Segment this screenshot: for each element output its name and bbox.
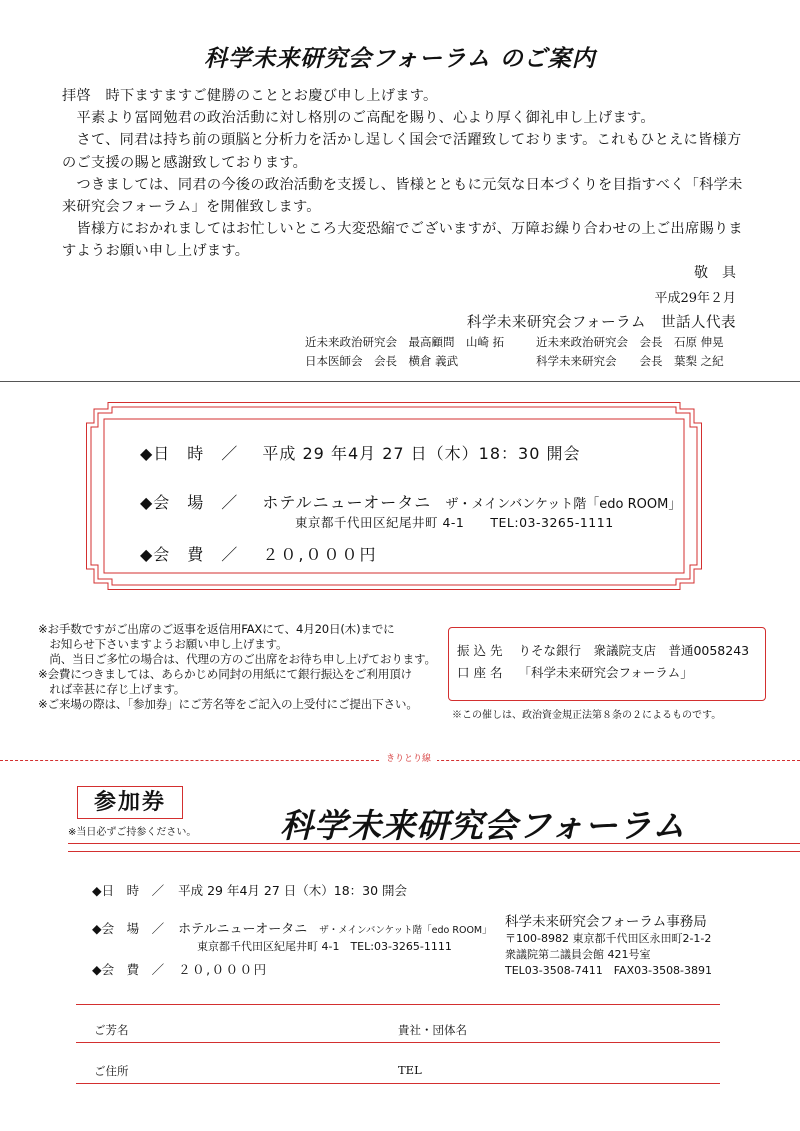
event-venue-row: [140, 490, 681, 513]
letter-paragraph: 拝啓 時下ますますご健勝のこととお慶び申し上げます。: [62, 88, 438, 104]
note-line: れば幸甚に存じ上げます。: [38, 682, 186, 696]
ticket-fee-label: ◆会 費 ／: [92, 962, 165, 977]
ticket-form-rule: [76, 1042, 720, 1043]
office-name: 科学未来研究会フォーラム事務局: [505, 914, 707, 930]
note-line: ※ご来場の際は、「参加券」にご芳名等をご記入の上受付にご提出下さい。: [38, 697, 418, 711]
letter-paragraph: 平素より冨岡勉君の政治活動に対し格別のご高配を賜り、心より厚く御礼申し上げます。: [62, 110, 655, 127]
bank-name-value: 「科学未来研究会フォーラム」: [518, 665, 693, 680]
letter-title: 科学未来研究会フォーラム のご案内: [204, 46, 596, 72]
field-address-label: ご住所: [94, 1064, 129, 1078]
note-line: お知らせ下さいますようお願い申し上げます。: [38, 637, 288, 651]
ticket-date-value: 平成 29 年4月 27 日（木）18：30 開会: [178, 883, 408, 898]
bank-name-row: [457, 662, 693, 684]
field-tel-label: TEL: [398, 1063, 422, 1077]
office-address1: 〒100-8982 東京都千代田区永田町2-1-2: [505, 932, 712, 945]
bank-dest-label: 振 込 先: [457, 643, 503, 658]
letter-paragraph: 皆様方におかれましてはお忙しいところ大変恐縮でございますが、万障お繰り合わせの上ご出席賜りますようお願い申し上げます。: [62, 221, 743, 260]
ticket-title: 科学未来研究会フォーラム: [280, 806, 687, 845]
cut-line-label: きりとり線: [380, 751, 437, 764]
event-venue-label: ◆会 場 ／: [140, 493, 239, 512]
signer: 日本医師会 会長 横倉 義武: [305, 354, 459, 368]
legal-note: ※この催しは、政治資金規正法第８条の２によるものです。: [452, 710, 722, 721]
letter-date: 平成29年２月: [654, 291, 736, 306]
ticket-venue-address: 東京都千代田区紀尾井町 4-1 TEL:03-3265-1111: [197, 940, 452, 953]
ticket-date-row: [92, 881, 407, 899]
letter-paragraph: つきましては、同君の今後の政治活動を支援し、皆様とともに元気な日本づくりを目指すべく「科学未来研究会フォーラム」を開催致します。: [62, 176, 743, 216]
note-line: ※会費につきましては、あらかじめ同封の用紙にて銀行振込をご利用頂け: [38, 667, 412, 681]
ticket-form-rule: [76, 1083, 720, 1084]
notes: [38, 622, 438, 712]
event-venue-room: ザ・メインバンケット階「edo ROOM」: [445, 497, 682, 512]
ticket-rule: [68, 843, 800, 844]
ticket-venue-value: ホテルニューオータニ: [178, 922, 308, 937]
bank-name-label: 口 座 名: [457, 665, 503, 680]
event-venue-address: 東京都千代田区紀尾井町 4-1 TEL:03-3265-1111: [295, 515, 614, 530]
event-fee-row: [140, 542, 378, 565]
field-company-label: 貴社・団体名: [398, 1023, 467, 1037]
organizer: 科学未来研究会フォーラム 世話人代表: [466, 315, 736, 331]
ticket-venue-row: [92, 918, 492, 937]
note-line: 尚、当日ご多忙の場合は、代理の方のご出席をお待ち申し上げております。: [38, 652, 436, 666]
ticket-rule: [68, 851, 800, 852]
section-divider: [0, 381, 800, 382]
ticket-badge-note: ※当日必ずご持参ください。: [68, 827, 197, 838]
ticket-badge: 参加券: [77, 786, 183, 819]
letter-body: [62, 85, 752, 263]
ticket-fee-value: ２０,０００円: [178, 962, 268, 977]
event-fee-label: ◆会 費 ／: [140, 545, 239, 564]
letter-paragraph: さて、同君は持ち前の頭脳と分析力を活かし逞しく国会で活躍致しております。これもひとえに皆様方のご支援の賜と感謝致しております。: [62, 132, 742, 171]
letter-closing: 敬 具: [694, 265, 736, 281]
ticket-venue-room: ザ・メインバンケット階「edo ROOM」: [319, 925, 492, 936]
event-venue-value: ホテルニューオータニ: [262, 493, 432, 512]
office-address2: 衆議院第二議員会館 421号室: [505, 948, 651, 961]
bank-dest-row: [457, 640, 749, 662]
office-phone: TEL03-3508-7411 FAX03-3508-3891: [505, 964, 713, 977]
field-name-label: ご芳名: [94, 1023, 129, 1037]
signer: 近未来政治研究会 最高顧問 山崎 拓: [305, 335, 505, 349]
ticket-date-label: ◆日 時 ／: [92, 883, 165, 898]
event-date-row: [140, 441, 580, 464]
bank-dest-value: りそな銀行 衆議院支店 普通0058243: [518, 643, 750, 658]
ticket-form-rule: [76, 1004, 720, 1005]
ticket-fee-row: [92, 960, 268, 978]
event-date-label: ◆日 時 ／: [140, 444, 239, 463]
signer: 科学未来研究会 会長 葉梨 之紀: [536, 354, 724, 368]
event-date-value: 平成 29 年4月 27 日（木）18：30 開会: [262, 444, 581, 463]
note-line: ※お手数ですがご出席のご返事を返信用FAXにて、4月20日(木)までに: [38, 622, 395, 636]
ticket-venue-label: ◆会 場 ／: [92, 921, 165, 936]
signer: 近未来政治研究会 会長 石原 伸晃: [536, 335, 724, 349]
event-fee-value: ２０,０００円: [262, 545, 378, 564]
